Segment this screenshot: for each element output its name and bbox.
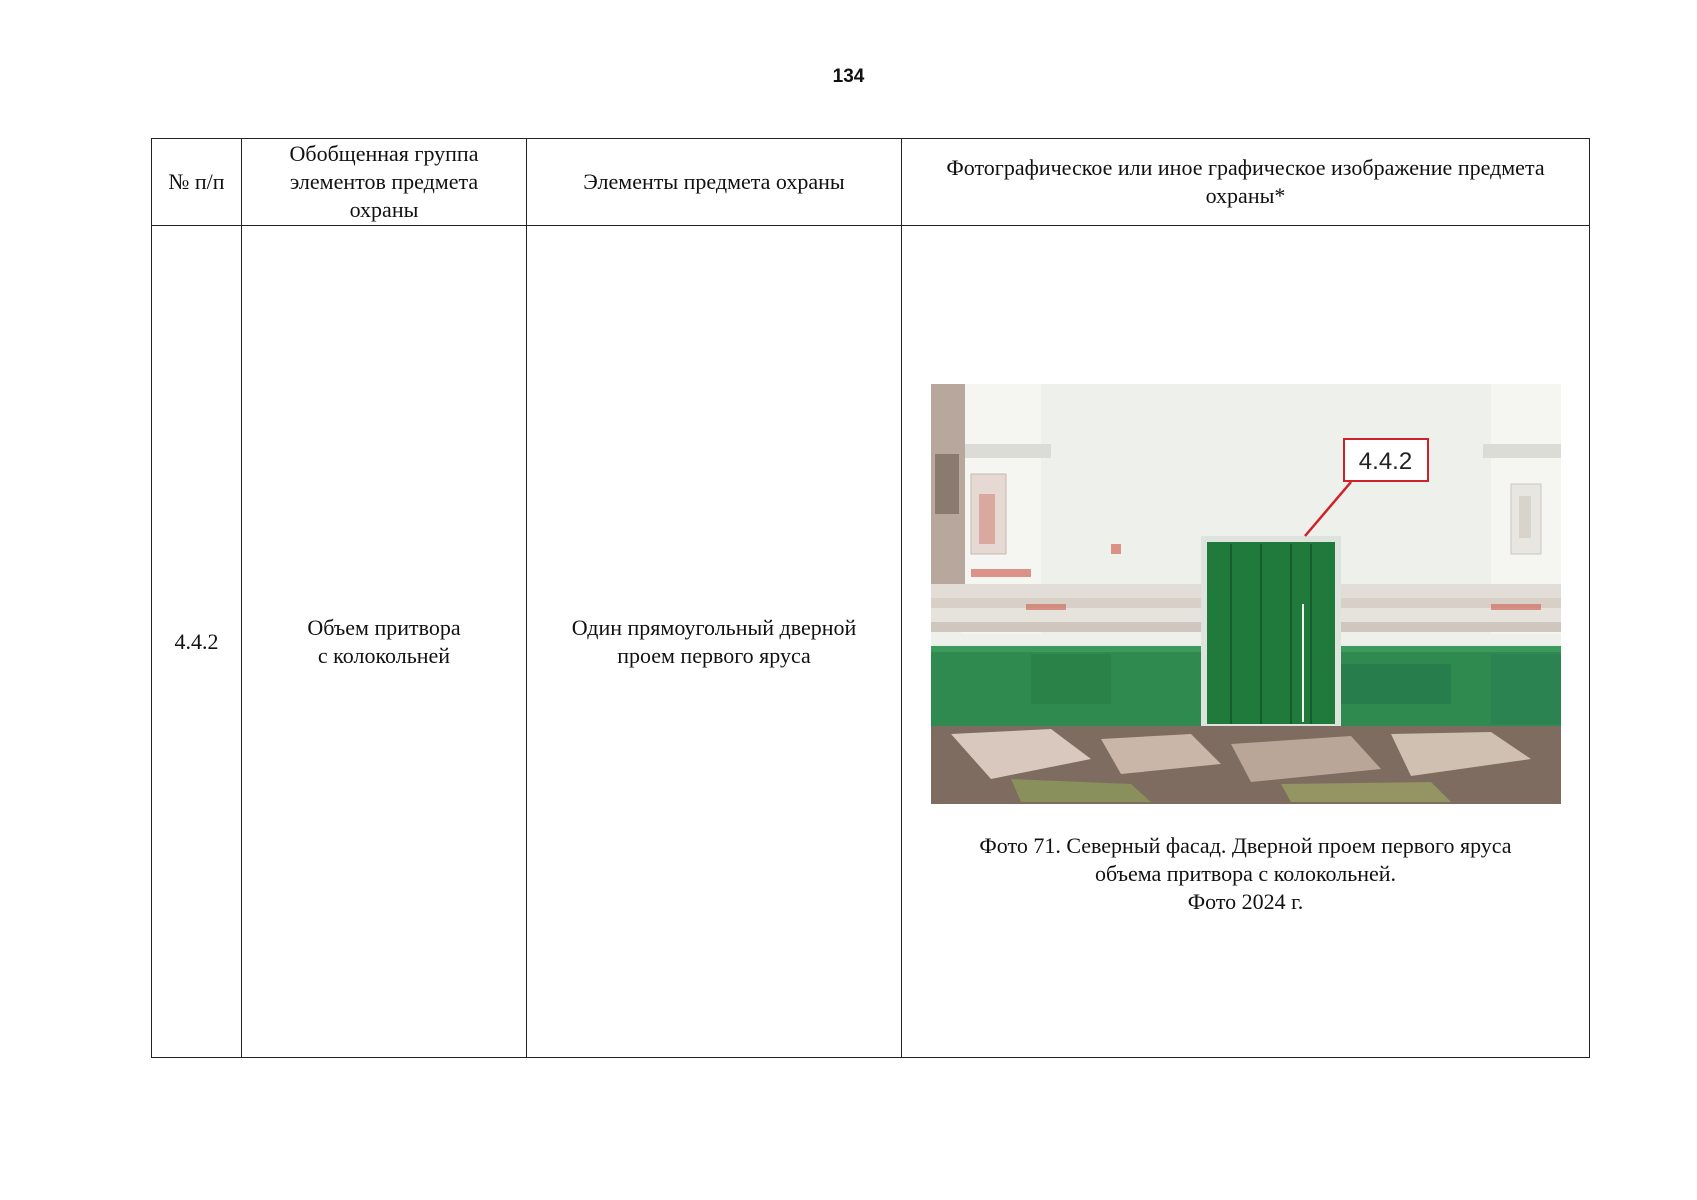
cell-group xyxy=(242,226,527,1058)
element-callout-label: 4.4.2 xyxy=(1343,438,1429,482)
photo-caption-line-2: объема притвора с колокольней. xyxy=(1094,860,1397,886)
header-elements-label: Элементы предмета охраны xyxy=(583,169,845,194)
facade-photo xyxy=(931,384,1561,804)
header-photo-line-2: охраны* xyxy=(1205,183,1286,208)
cell-number xyxy=(152,226,242,1058)
table-row xyxy=(152,226,1590,1058)
header-photo-line-1: Фотографическое или иное графическое изображение предмета xyxy=(946,155,1545,180)
element-line-1: Один прямоугольный дверной xyxy=(571,614,857,640)
photo-caption-line-1: Фото 71. Северный фасад. Дверной проем первого яруса xyxy=(979,832,1512,858)
facade-photo-image xyxy=(931,384,1561,804)
header-number xyxy=(152,139,242,226)
header-group-line-3: охраны xyxy=(349,197,419,222)
photo-caption-line-3: Фото 2024 г. xyxy=(1187,888,1304,914)
page-number: 134 xyxy=(832,66,865,87)
cell-elements xyxy=(527,226,902,1058)
header-group xyxy=(242,139,527,226)
photo-caption xyxy=(902,832,1589,916)
element-line-2: проем первого яруса xyxy=(617,642,811,668)
header-number-label: № п/п xyxy=(168,169,225,194)
header-elements xyxy=(527,139,902,226)
header-group-line-2: элементов предмета xyxy=(289,169,479,194)
header-group-line-1: Обобщенная группа xyxy=(289,141,479,166)
protection-subject-table xyxy=(151,138,1590,1058)
cell-photo xyxy=(902,226,1590,1058)
row-number: 4.4.2 xyxy=(174,628,219,654)
header-photo xyxy=(902,139,1590,226)
group-line-1: Объем притвора xyxy=(307,614,461,640)
group-line-2: с колокольней xyxy=(317,642,451,668)
table-header-row xyxy=(152,139,1590,226)
